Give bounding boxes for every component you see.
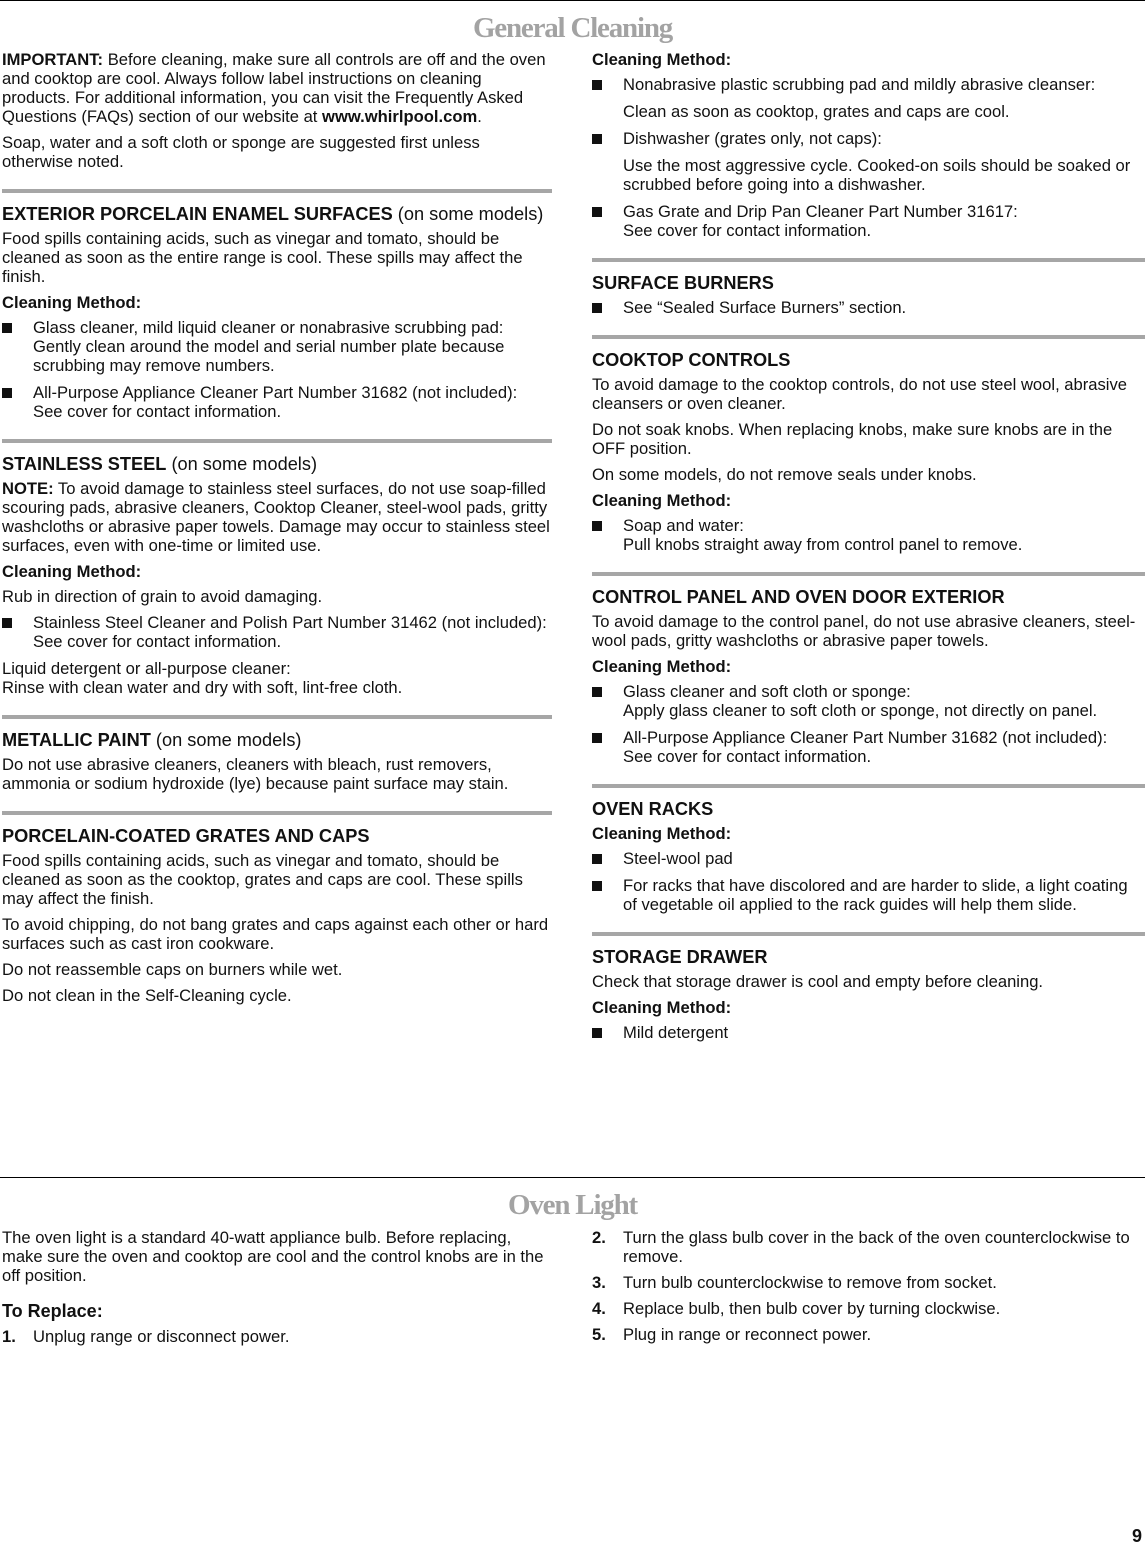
square-bullet-icon (592, 207, 602, 217)
section-divider (592, 258, 1145, 262)
storage-drawer-heading: STORAGE DRAWER (592, 947, 768, 967)
metallic-paint-body: Do not use abrasive cleaners, cleaners with bleach, rust removers, ammonia or sodium hydroxide (lye) because paint surface may stain. (2, 755, 509, 793)
porcelain-grates-heading: PORCELAIN-COATED GRATES AND CAPS (2, 826, 370, 846)
cleaning-method-label: Cleaning Method: (592, 824, 732, 843)
list-item: Gas Grate and Drip Pan Cleaner Part Number 31617: See cover for contact information. (592, 202, 1144, 240)
square-bullet-icon (592, 687, 602, 697)
replace-steps-right (592, 1228, 1144, 1344)
oven-racks-heading: OVEN RACKS (592, 799, 714, 819)
storage-drawer-body: Check that storage drawer is cool and empty before cleaning. (592, 972, 1044, 991)
step-item: 1. Unplug range or disconnect power. (2, 1327, 290, 1346)
list-item: See “Sealed Surface Burners” section. (592, 298, 1144, 317)
square-bullet-icon (592, 303, 602, 313)
control-panel-body: To avoid damage to the control panel, do not use abrasive cleaners, steel-wool pads, gritty washcloths or abrasive paper towels. (592, 612, 1136, 650)
porcelain-grates-list (592, 75, 1144, 240)
cleaning-method-label: Cleaning Method: (592, 998, 732, 1017)
square-bullet-icon (2, 618, 12, 628)
list-item: Glass cleaner and soft cloth or sponge: Apply glass cleaner to soft cloth or sponge, not directly on panel. (592, 682, 1144, 720)
oven-light-title: Oven Light (508, 1189, 637, 1221)
section-divider (592, 784, 1145, 788)
section-divider (2, 189, 552, 193)
list-item: Mild detergent (592, 1023, 1144, 1042)
list-item: All-Purpose Appliance Cleaner Part Number 31682 (not included): See cover for contact information. (592, 728, 1144, 766)
control-panel-list (592, 682, 1144, 766)
cooktop-controls-list (592, 516, 1144, 554)
square-bullet-icon (592, 521, 602, 531)
list-item: Glass cleaner, mild liquid cleaner or nonabrasive scrubbing pad: Gently clean around the model and serial number plate because scrubbing may remove numbers. (2, 318, 552, 375)
liquid-detergent-text: Liquid detergent or all-purpose cleaner: Rinse with clean water and dry with soft, lint-free cloth. (2, 659, 403, 697)
to-replace-heading: To Replace: (2, 1301, 103, 1321)
top-rule (0, 0, 1145, 1)
exterior-porcelain-heading: EXTERIOR PORCELAIN ENAMEL SURFACES (on some models) (2, 204, 544, 224)
cleaning-method-label: Cleaning Method: (2, 562, 142, 581)
section-divider (592, 932, 1145, 936)
step-item: 5. Plug in range or reconnect power. (592, 1325, 872, 1344)
exterior-porcelain-list (2, 318, 552, 421)
list-item: Soap and water: Pull knobs straight away from control panel to remove. (592, 516, 1144, 554)
porcelain-grates-paragraph: Do not clean in the Self-Cleaning cycle. (2, 986, 292, 1005)
list-item: Dishwasher (grates only, not caps): Use the most aggressive cycle. Cooked-on soils should be soaked or scrubbed before going into a dishwasher. (592, 129, 1144, 194)
oven-light-left-column (2, 1228, 552, 1353)
square-bullet-icon (592, 134, 602, 144)
list-item: Steel-wool pad (592, 849, 1144, 868)
oven-light-right-column (592, 1228, 1144, 1351)
cooktop-controls-paragraph: On some models, do not remove seals under knobs. (592, 465, 977, 484)
list-item: Stainless Steel Cleaner and Polish Part Number 31462 (not included): See cover for contact information. (2, 613, 552, 651)
control-panel-heading: CONTROL PANEL AND OVEN DOOR EXTERIOR (592, 587, 1005, 607)
exterior-porcelain-body: Food spills containing acids, such as vinegar and tomato, should be cleaned as soon as the entire range is cool. These spills may affect the finish. (2, 229, 523, 286)
cleaning-method-label: Cleaning Method: (2, 293, 142, 312)
section-divider (592, 335, 1145, 339)
stainless-list (2, 613, 552, 651)
section-divider (2, 811, 552, 815)
list-item: All-Purpose Appliance Cleaner Part Number 31682 (not included): See cover for contact information. (2, 383, 552, 421)
square-bullet-icon (2, 323, 12, 333)
cooktop-controls-paragraph: Do not soak knobs. When replacing knobs, make sure knobs are in the OFF position. (592, 420, 1113, 458)
oven-light-intro: The oven light is a standard 40-watt appliance bulb. Before replacing, make sure the oven and cooktop are cool and the control knobs are in the off position. (2, 1228, 544, 1285)
porcelain-grates-paragraph: Food spills containing acids, such as vinegar and tomato, should be cleaned as soon as the cooktop, grates and caps are cool. These spills may affect the finish. (2, 851, 523, 908)
soap-paragraph: Soap, water and a soft cloth or sponge are suggested first unless otherwise noted. (2, 133, 480, 171)
square-bullet-icon (592, 733, 602, 743)
replace-steps-left (2, 1327, 552, 1346)
section-divider (2, 715, 552, 719)
general-cleaning-title: General Cleaning (472, 12, 673, 44)
section-divider (2, 439, 552, 443)
cleaning-method-label: Cleaning Method: (592, 491, 732, 510)
cooktop-controls-heading: COOKTOP CONTROLS (592, 350, 791, 370)
stainless-steel-heading: STAINLESS STEEL (on some models) (2, 454, 317, 474)
section-divider (592, 572, 1145, 576)
surface-burners-list (592, 298, 1144, 317)
cleaning-method-label: Cleaning Method: (592, 50, 732, 69)
cooktop-controls-paragraph: To avoid damage to the cooktop controls, do not use steel wool, abrasive cleansers or oven cleaner. (592, 375, 1128, 413)
porcelain-grates-paragraph: To avoid chipping, do not bang grates and caps against each other or hard surfaces such as cast iron cookware. (2, 915, 549, 953)
list-item: Nonabrasive plastic scrubbing pad and mildly abrasive cleanser: Clean as soon as cooktop, grates and caps are cool. (592, 75, 1144, 121)
step-item: 2. Turn the glass bulb cover in the back of the oven counterclockwise to remove. (592, 1228, 1130, 1266)
website-link[interactable]: www.whirlpool.com (322, 107, 478, 126)
important-label: IMPORTANT: (2, 50, 104, 69)
section-rule (0, 1177, 1145, 1178)
list-item: For racks that have discolored and are harder to slide, a light coating of vegetable oil applied to the rack guides will help them slide. (592, 876, 1144, 914)
step-item: 4. Replace bulb, then bulb cover by turning clockwise. (592, 1299, 1001, 1318)
right-column (592, 50, 1144, 1050)
square-bullet-icon (592, 1028, 602, 1038)
square-bullet-icon (2, 388, 12, 398)
cleaning-method-label: Cleaning Method: (592, 657, 732, 676)
storage-drawer-list (592, 1023, 1144, 1042)
rub-text: Rub in direction of grain to avoid damaging. (2, 587, 323, 606)
oven-racks-list (592, 849, 1144, 914)
square-bullet-icon (592, 80, 602, 90)
surface-burners-heading: SURFACE BURNERS (592, 273, 774, 293)
porcelain-grates-paragraph: Do not reassemble caps on burners while wet. (2, 960, 343, 979)
metallic-paint-heading: METALLIC PAINT (on some models) (2, 730, 302, 750)
square-bullet-icon (592, 854, 602, 864)
square-bullet-icon (592, 881, 602, 891)
stainless-note: NOTE: To avoid damage to stainless steel surfaces, do not use soap-filled scouring pads, abrasive cleaners, Cooktop Cleaner, steel-wool pads, gritty washcloths or abrasive paper towels. Damage may occur to stainless steel surfaces, even with one-time or limited use. (2, 479, 550, 555)
page-number: 9 (1131, 1526, 1142, 1546)
important-paragraph: IMPORTANT: Before cleaning, make sure all controls are off and the oven and cooktop are cool. Always follow label instructions on cleaning products. For additional information, you can visit the Frequently Asked Questions (FAQs) section of our website at www.whirlpool.com. (2, 50, 546, 126)
left-column (2, 50, 552, 1012)
step-item: 3. Turn bulb counterclockwise to remove from socket. (592, 1273, 997, 1292)
